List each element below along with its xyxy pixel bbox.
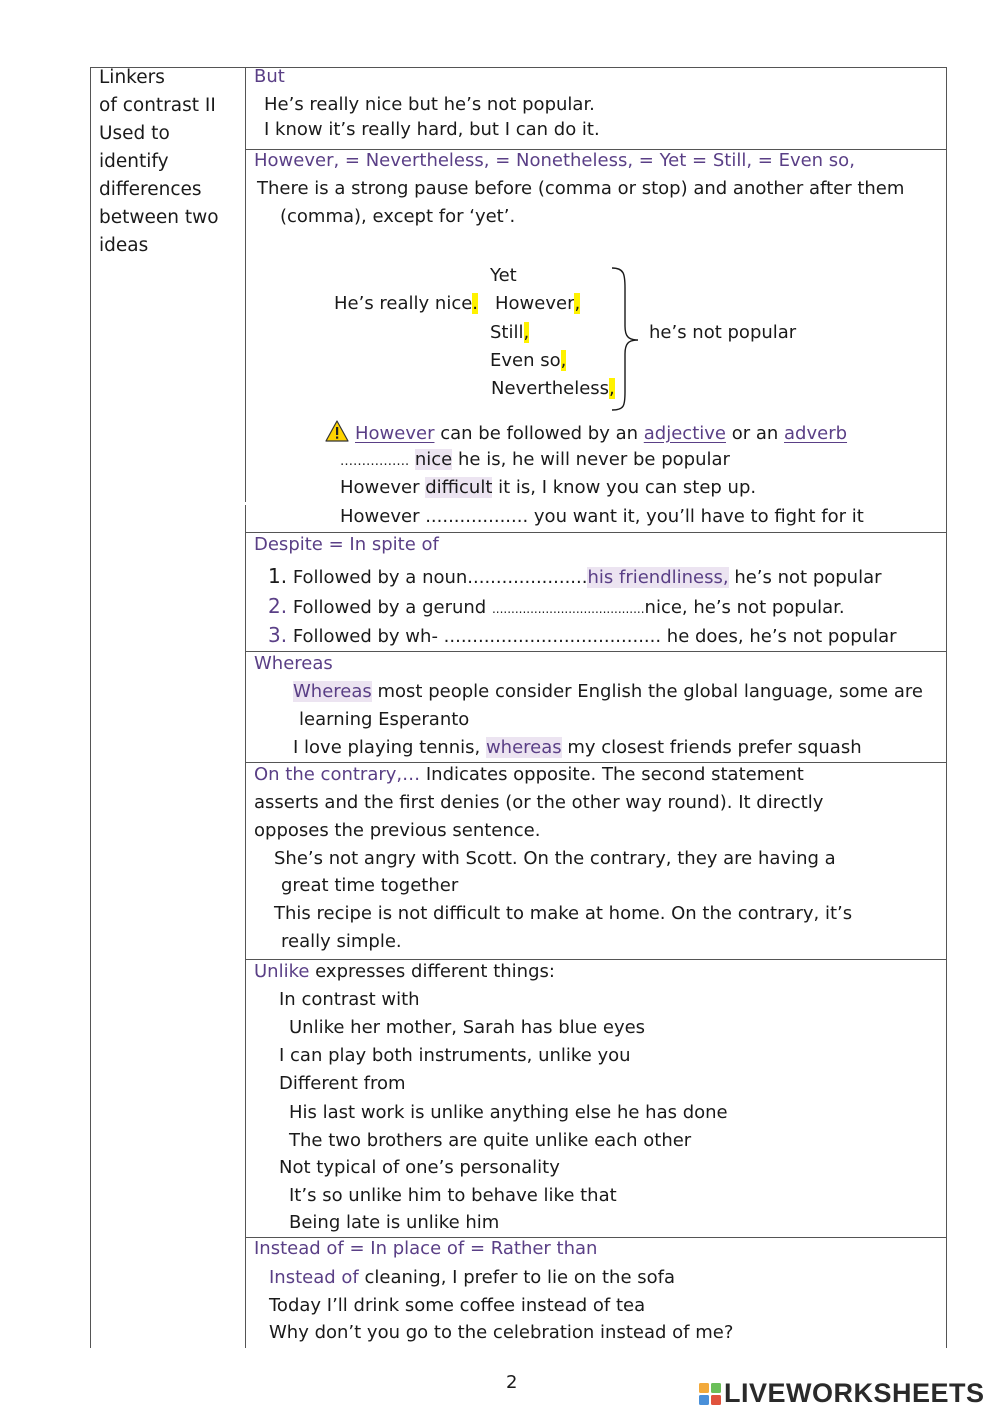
contrary-example-2: This recipe is not difficult to make at home. On the contrary, it’s bbox=[274, 903, 853, 924]
blank: ……………. bbox=[340, 454, 410, 469]
column-divider-lower bbox=[245, 505, 246, 1348]
whereas-example-2 bbox=[293, 737, 862, 758]
however-note bbox=[325, 420, 847, 444]
unlike-sense-1: In contrast with bbox=[279, 989, 420, 1010]
option-however bbox=[495, 293, 580, 314]
whereas-example-1-cont: learning Esperanto bbox=[299, 709, 470, 730]
option-still bbox=[490, 322, 529, 343]
example-text: my closest friends prefer squash bbox=[561, 737, 862, 758]
contrary-text: Indicates opposite. The second statement bbox=[420, 764, 804, 785]
item-number: 1. bbox=[268, 564, 288, 588]
instead-example-3: Why don’t you go to the celebration instead of me? bbox=[269, 1322, 734, 1343]
instead-heading: Instead of = In place of = Rather than bbox=[254, 1238, 598, 1259]
however-example-1 bbox=[340, 449, 730, 470]
note-adjective: adjective bbox=[643, 423, 726, 444]
option-word: Nevertheless bbox=[491, 378, 610, 399]
table-right-border bbox=[946, 67, 947, 1348]
note-however: However bbox=[355, 423, 435, 444]
comma-mark: , bbox=[609, 378, 615, 399]
warning-icon bbox=[325, 420, 349, 442]
row-divider bbox=[245, 762, 947, 763]
unlike-heading: Unlike bbox=[254, 961, 310, 982]
unlike-example: It’s so unlike him to behave like that bbox=[289, 1185, 617, 1206]
option-even-so bbox=[490, 350, 566, 371]
contrary-line-1 bbox=[254, 764, 804, 785]
left-label-line: ideas bbox=[99, 235, 149, 256]
unlike-example: Being late is unlike him bbox=[289, 1212, 500, 1233]
highlight-phrase: his friendliness, bbox=[587, 567, 729, 588]
left-label-line: identify bbox=[99, 151, 169, 172]
example-text: most people consider English the global language, some are bbox=[371, 681, 923, 702]
liveworksheets-logo-icon bbox=[698, 1382, 722, 1406]
highlight-word: nice bbox=[414, 449, 453, 470]
row-divider bbox=[245, 651, 947, 652]
note-text: can be followed by an bbox=[434, 423, 644, 444]
column-divider bbox=[245, 67, 246, 502]
item-text: nice, he’s not popular. bbox=[644, 597, 845, 618]
contrary-example-1-cont: great time together bbox=[281, 875, 459, 896]
contrary-line-2: asserts and the first denies (or the other way round). It directly bbox=[254, 792, 824, 813]
however-heading: However, = Nevertheless, = Nonetheless, = Yet = Still, = Even so, bbox=[254, 150, 855, 171]
liveworksheets-watermark bbox=[698, 1378, 985, 1409]
left-label-line: between two bbox=[99, 207, 219, 228]
item-text: he’s not popular bbox=[728, 567, 882, 588]
example-text: However bbox=[340, 477, 426, 498]
item-number: 3. bbox=[268, 623, 288, 647]
example-text: cleaning, I prefer to lie on the sofa bbox=[358, 1267, 675, 1288]
instead-example-2: Today I’ll drink some coffee instead of tea bbox=[269, 1295, 646, 1316]
option-word: Still bbox=[490, 322, 524, 343]
unlike-sense-3: Not typical of one’s personality bbox=[279, 1157, 560, 1178]
contrary-line-3: opposes the previous sentence. bbox=[254, 820, 541, 841]
comma-mark: , bbox=[523, 322, 530, 343]
whereas-example-1 bbox=[293, 681, 923, 702]
but-example-2: I know it’s really hard, but I can do it. bbox=[264, 119, 600, 140]
contrary-example-1: She’s not angry with Scott. On the contrary, they are having a bbox=[274, 848, 836, 869]
however-desc-1: There is a strong pause before (comma or stop) and another after them bbox=[257, 178, 905, 199]
row-divider bbox=[245, 959, 947, 960]
highlight-word: whereas bbox=[485, 737, 562, 758]
item-text: Followed by a gerund bbox=[292, 597, 487, 618]
unlike-example: His last work is unlike anything else he has done bbox=[289, 1102, 728, 1123]
contrary-heading: On the contrary,… bbox=[254, 764, 421, 785]
watermark-text: LIVEWORKSHEETS bbox=[724, 1378, 985, 1408]
however-example-2 bbox=[340, 477, 756, 498]
left-label-line: Linkers bbox=[99, 67, 165, 88]
note-adverb: adverb bbox=[784, 423, 848, 444]
but-example-1: He’s really nice but he’s not popular. bbox=[264, 94, 595, 115]
highlight-word: Instead of bbox=[269, 1267, 359, 1288]
left-label bbox=[99, 64, 219, 260]
highlight-word: difficult bbox=[425, 477, 493, 498]
curly-brace-icon bbox=[608, 266, 642, 412]
highlight-word: Whereas bbox=[293, 681, 372, 702]
despite-heading: Despite = In spite of bbox=[254, 534, 439, 555]
contrary-example-2-cont: really simple. bbox=[281, 931, 402, 952]
whereas-heading: Whereas bbox=[254, 653, 333, 674]
unlike-text: expresses different things: bbox=[309, 961, 555, 982]
however-diagram-tail: he’s not popular bbox=[649, 322, 797, 343]
option-word: However bbox=[495, 293, 575, 314]
table-left-border bbox=[90, 67, 91, 1348]
lead-text: He’s really nice bbox=[334, 293, 473, 314]
example-text: he is, he will never be popular bbox=[452, 449, 730, 470]
unlike-example: I can play both instruments, unlike you bbox=[279, 1045, 631, 1066]
note-text: or an bbox=[725, 423, 785, 444]
despite-item-1 bbox=[268, 564, 882, 588]
row-divider bbox=[245, 532, 947, 533]
comma-mark: , bbox=[574, 293, 581, 314]
left-label-line: of contrast II bbox=[99, 95, 216, 116]
despite-item-2 bbox=[268, 594, 845, 618]
unlike-line bbox=[254, 961, 555, 982]
option-nevertheless bbox=[491, 378, 615, 399]
however-example-3: However .................. you want it, you’ll have to fight for it bbox=[340, 506, 864, 527]
left-label-line: differences bbox=[99, 179, 202, 200]
item-number: 2. bbox=[268, 594, 288, 618]
unlike-sense-2: Different from bbox=[279, 1073, 406, 1094]
comma-mark: , bbox=[560, 350, 567, 371]
unlike-example: The two brothers are quite unlike each other bbox=[289, 1130, 692, 1151]
instead-example-1 bbox=[269, 1267, 675, 1288]
unlike-example: Unlike her mother, Sarah has blue eyes bbox=[289, 1017, 646, 1038]
page-number: 2 bbox=[506, 1372, 518, 1393]
lead-punct: . bbox=[472, 293, 479, 314]
option-word: Even so bbox=[490, 350, 561, 371]
however-desc-2: (comma), except for ‘yet’. bbox=[280, 206, 516, 227]
option-yet: Yet bbox=[490, 265, 517, 286]
example-text: it is, I know you can step up. bbox=[492, 477, 757, 498]
despite-item-3 bbox=[268, 623, 897, 647]
blank: ........................................ bbox=[491, 602, 645, 616]
item-text: Followed by wh- ...................................... he does, he’s not popular bbox=[292, 626, 897, 647]
however-diagram-lead bbox=[334, 293, 478, 314]
example-text: I love playing tennis, bbox=[293, 737, 486, 758]
left-label-line: Used to bbox=[99, 123, 170, 144]
item-text: Followed by a noun..................... bbox=[292, 567, 588, 588]
but-heading: But bbox=[254, 66, 285, 87]
